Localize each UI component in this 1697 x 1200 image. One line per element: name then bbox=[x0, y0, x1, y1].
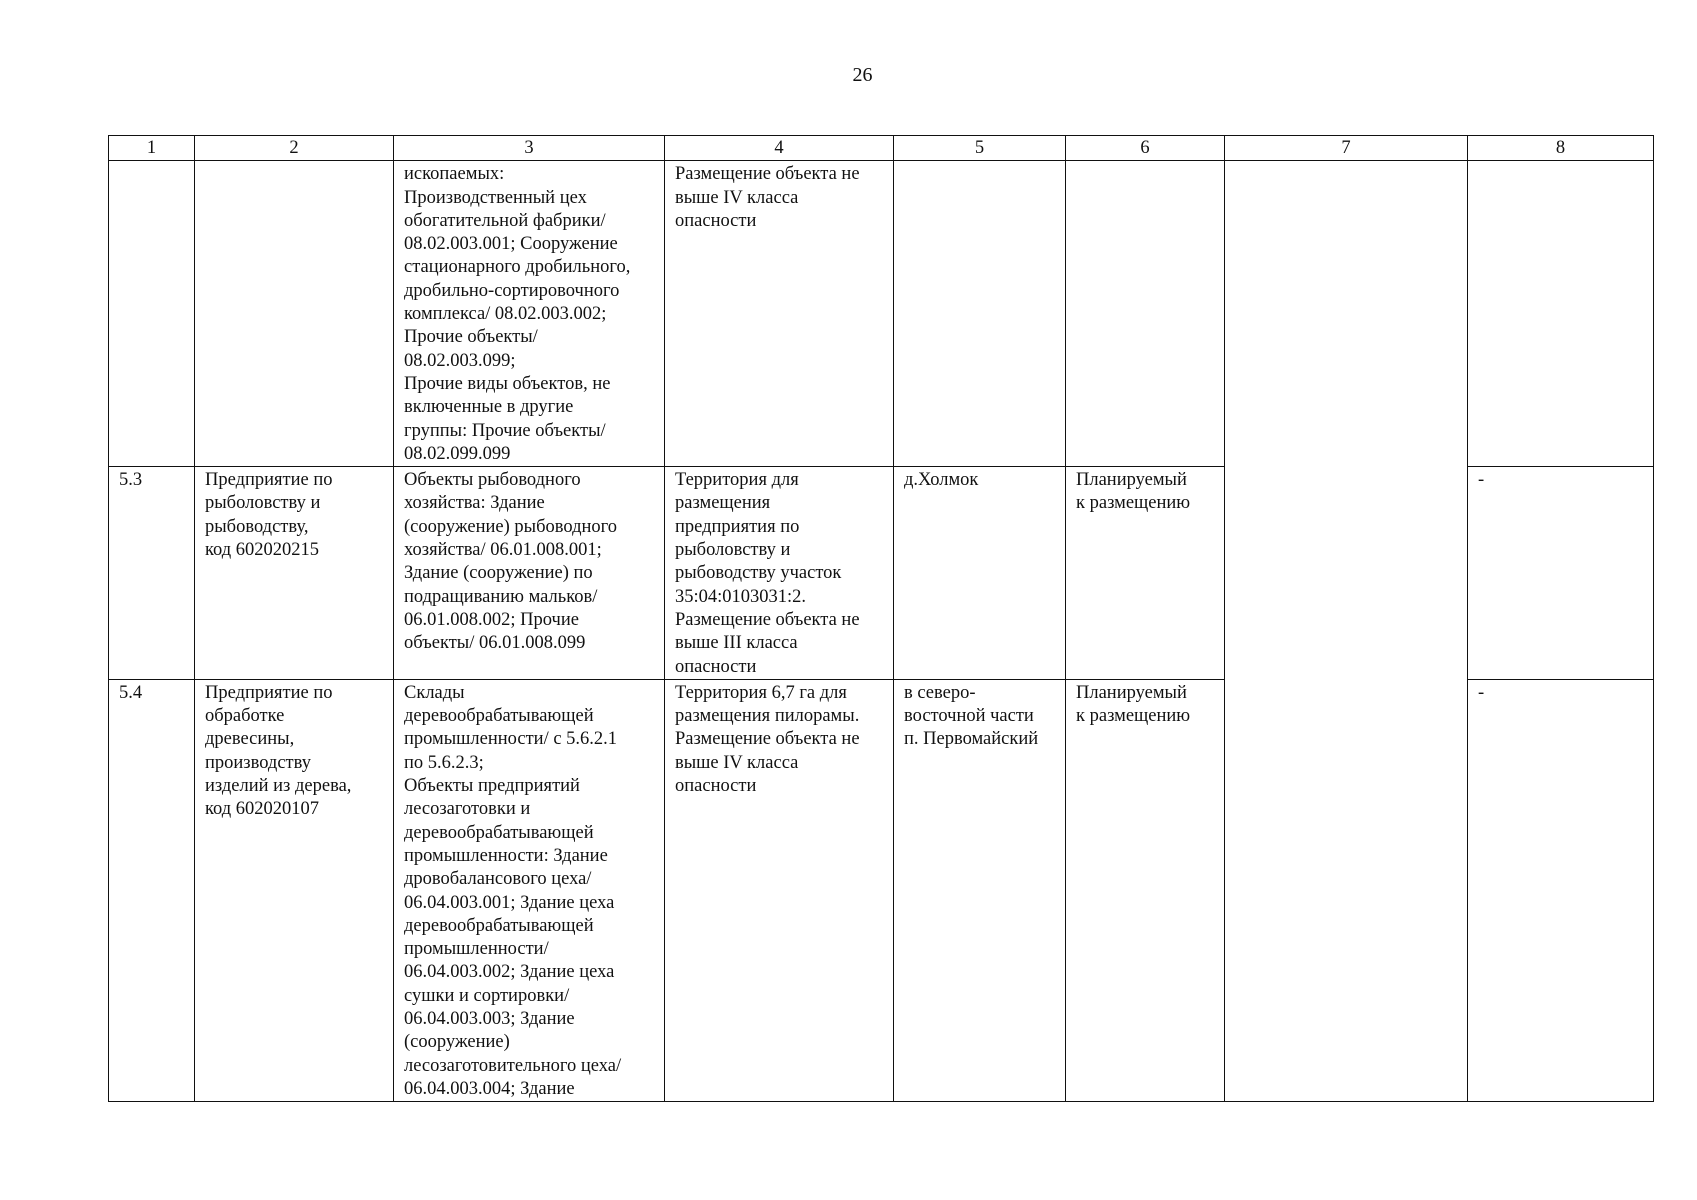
cell-line: выше IV класса bbox=[675, 752, 799, 773]
cell-line: объекты/ 06.01.008.099 bbox=[404, 633, 586, 654]
column-number-6: 6 bbox=[1066, 136, 1225, 161]
object-name-cell bbox=[195, 161, 394, 467]
cell-line: Территория 6,7 га для bbox=[675, 682, 847, 703]
column-8-cell: - bbox=[1468, 467, 1654, 680]
cell-line: производству bbox=[205, 752, 311, 773]
cell-line: Прочие объекты/ bbox=[404, 327, 538, 348]
cell-line: 06.04.003.004; Здание bbox=[404, 1078, 575, 1099]
cell-line: 35:04:0103031:2. bbox=[675, 586, 807, 607]
object-name-cell bbox=[195, 467, 394, 680]
cell-line: 06.04.003.003; Здание bbox=[404, 1008, 575, 1029]
cell-line: промышленности/ с 5.6.2.1 bbox=[404, 729, 618, 750]
table-header-row bbox=[109, 136, 1654, 161]
cell-line: промышленности/ bbox=[404, 939, 549, 960]
location-cell bbox=[894, 161, 1066, 467]
cell-line: восточной части bbox=[904, 706, 1034, 727]
row-number-cell: 5.4 bbox=[109, 679, 195, 1101]
cell-line: код 602020107 bbox=[205, 799, 320, 820]
cell-line: опасности bbox=[675, 210, 757, 231]
column-number-3: 3 bbox=[394, 136, 665, 161]
column-number-1: 1 bbox=[109, 136, 195, 161]
cell-line: Склады bbox=[404, 682, 465, 703]
cell-line: деревообрабатывающей bbox=[404, 915, 594, 936]
cell-line: Здание (сооружение) по bbox=[404, 563, 593, 584]
cell-line: (сооружение) рыбоводного bbox=[404, 516, 618, 537]
cell-line: рыбоводству, bbox=[205, 516, 309, 537]
row-number-cell: 5.3 bbox=[109, 467, 195, 680]
cell-line: Объекты предприятий bbox=[404, 776, 580, 797]
status-cell bbox=[1066, 679, 1225, 1101]
cell-line: хозяйства: Здание bbox=[404, 493, 545, 514]
characteristics-cell bbox=[665, 679, 894, 1101]
cell-line: деревообрабатывающей bbox=[404, 822, 594, 843]
cell-line: выше IV класса bbox=[675, 187, 799, 208]
cell-line: опасности bbox=[675, 776, 757, 797]
cell-line: сушки и сортировки/ bbox=[404, 985, 570, 1006]
column-8-cell: - bbox=[1468, 679, 1654, 1101]
cell-line: к размещению bbox=[1076, 706, 1191, 727]
cell-line: размещения bbox=[675, 493, 771, 514]
cell-line: Прочие виды объектов, не bbox=[404, 373, 611, 394]
cell-line: 08.02.003.001; Сооружение bbox=[404, 234, 618, 255]
cell-line: Размещение объекта не bbox=[675, 609, 860, 630]
cell-line: Территория для bbox=[675, 470, 799, 491]
table-row bbox=[109, 161, 1654, 467]
cell-line: 08.02.099.099 bbox=[404, 443, 511, 464]
cell-line: рыболовству и bbox=[675, 540, 791, 561]
page-number: 26 bbox=[852, 64, 873, 86]
cell-line: обработке bbox=[205, 706, 285, 727]
cell-line: ископаемых: bbox=[404, 164, 505, 185]
object-types-cell bbox=[394, 161, 665, 467]
cell-line: Производственный цех bbox=[404, 187, 587, 208]
column-8-cell bbox=[1468, 161, 1654, 467]
status-cell bbox=[1066, 467, 1225, 680]
cell-line: 08.02.003.099; bbox=[404, 350, 516, 371]
status-cell bbox=[1066, 161, 1225, 467]
object-types-cell bbox=[394, 679, 665, 1101]
cell-line: выше III класса bbox=[675, 633, 798, 654]
column-7-cell bbox=[1225, 161, 1468, 1102]
cell-line: стационарного дробильного, bbox=[404, 257, 631, 278]
cell-line: Предприятие по bbox=[205, 682, 333, 703]
cell-line: Размещение объекта не bbox=[675, 729, 860, 750]
cell-line: лесозаготовительного цеха/ bbox=[404, 1055, 622, 1076]
cell-line: 06.04.003.001; Здание цеха bbox=[404, 892, 615, 913]
cell-line: к размещению bbox=[1076, 493, 1191, 514]
column-number-2: 2 bbox=[195, 136, 394, 161]
cell-line: п. Первомайский bbox=[904, 729, 1039, 750]
object-name-cell bbox=[195, 679, 394, 1101]
cell-line: включенные в другие bbox=[404, 397, 574, 418]
cell-line: предприятия по bbox=[675, 516, 800, 537]
cell-line: группы: Прочие объекты/ bbox=[404, 420, 606, 441]
cell-line: размещения пилорамы. bbox=[675, 706, 860, 727]
cell-line: дровобалансового цеха/ bbox=[404, 869, 592, 890]
cell-line: Планируемый bbox=[1076, 470, 1187, 491]
object-types-cell bbox=[394, 467, 665, 680]
cell-line: промышленности: Здание bbox=[404, 845, 608, 866]
cell-line: д.Холмок bbox=[904, 470, 979, 491]
cell-line: хозяйства/ 06.01.008.001; bbox=[404, 540, 602, 561]
zoning-table bbox=[108, 135, 1654, 1102]
location-cell bbox=[894, 679, 1066, 1101]
column-number-7: 7 bbox=[1225, 136, 1468, 161]
cell-line: изделий из дерева, bbox=[205, 776, 352, 797]
characteristics-cell bbox=[665, 467, 894, 680]
cell-line: Размещение объекта не bbox=[675, 164, 860, 185]
cell-line: дробильно-сортировочного bbox=[404, 280, 620, 301]
cell-line: (сооружение) bbox=[404, 1032, 510, 1053]
cell-line: комплекса/ 08.02.003.002; bbox=[404, 304, 607, 325]
cell-line: рыбоводству участок bbox=[675, 563, 842, 584]
cell-line: лесозаготовки и bbox=[404, 799, 531, 820]
row-number-cell bbox=[109, 161, 195, 467]
cell-line: опасности bbox=[675, 656, 757, 677]
cell-line: древесины, bbox=[205, 729, 295, 750]
column-number-5: 5 bbox=[894, 136, 1066, 161]
column-number-8: 8 bbox=[1468, 136, 1654, 161]
cell-line: обогатительной фабрики/ bbox=[404, 210, 606, 231]
location-cell bbox=[894, 467, 1066, 680]
cell-line: Планируемый bbox=[1076, 682, 1187, 703]
cell-line: подращиванию мальков/ bbox=[404, 586, 598, 607]
cell-line: рыболовству и bbox=[205, 493, 321, 514]
cell-line: в северо- bbox=[904, 682, 976, 703]
column-number-4: 4 bbox=[665, 136, 894, 161]
cell-line: деревообрабатывающей bbox=[404, 706, 594, 727]
cell-line: код 602020215 bbox=[205, 540, 320, 561]
cell-line: 06.01.008.002; Прочие bbox=[404, 609, 579, 630]
characteristics-cell bbox=[665, 161, 894, 467]
cell-line: Объекты рыбоводного bbox=[404, 470, 581, 491]
cell-line: по 5.6.2.3; bbox=[404, 752, 484, 773]
cell-line: 06.04.003.002; Здание цеха bbox=[404, 962, 615, 983]
cell-line: Предприятие по bbox=[205, 470, 333, 491]
